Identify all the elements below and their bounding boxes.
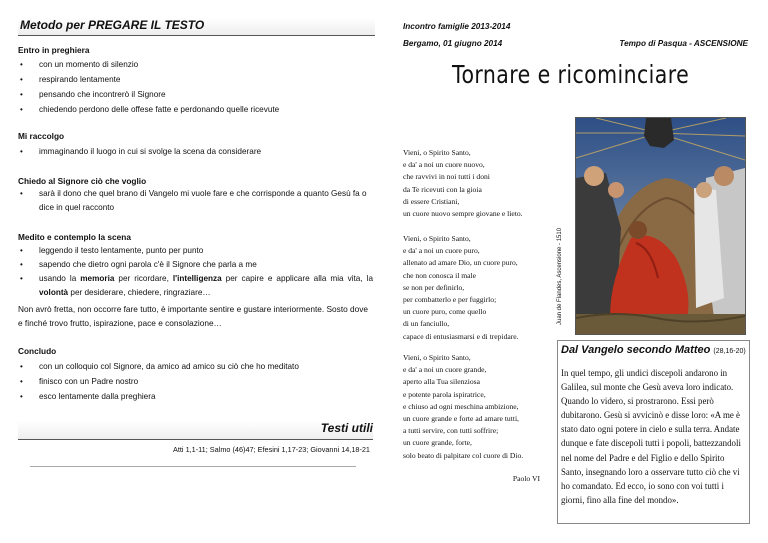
poem-line: Vieni, o Spirito Santo, (403, 234, 471, 243)
poem-line: se non per definirlo, (403, 282, 465, 292)
poem-stanza-2 (403, 233, 519, 343)
ascension-painting (575, 117, 746, 335)
poem-line: che non conosca il male (403, 270, 476, 280)
poem-line: solo beato di palpitare col cuore di Dio. (403, 450, 524, 460)
gospel-text: In quel tempo, gli undici discepoli andarono in Galilea, sul monte che Gesù aveva loro indicato. Quando lo videro, si prostrarono. Essi però dubitarono. Gesù si avvicinò e disse loro: «A me è stato dato ogni potere in cielo e sulla terra. Andate dunque e fate discepoli tutti i popoli, battezzandoli nel nome del Padre e del Figlio e dello Spirito Santo, insegnando loro a osservare tutto ciò che vi ho comandato. Ed ecco, io sono con voi tutti i giorni, fino alla fine del mondo». (561, 368, 741, 505)
poem-line: aperto alla Tua silenziosa (403, 377, 480, 387)
concludo-heading: Concludo (18, 346, 57, 356)
poem-line: un cuore grande e forte ad amare tutti, (403, 414, 519, 424)
intelligenza-word: l'intelligenza (172, 274, 222, 283)
list-item: • sapendo che dietro ogni parola c'è il Signore che parla a me (18, 258, 373, 272)
poem-line: Vieni, o Spirito Santo, (403, 148, 471, 157)
volonta-word: volontà (39, 288, 69, 297)
poem-line: allenato ad amare Dio, un cuore puro, (403, 258, 518, 268)
poem-line: e da' a noi un cuore grande, (403, 365, 487, 375)
poem-line: che ravvivi in noi tutti i doni (403, 172, 490, 182)
list-item: • finisco con un Padre nostro (18, 374, 299, 389)
list-item: • leggendo il testo lentamente, punto per punto (18, 244, 373, 258)
list-item: • chiedendo perdono delle offese fatte e perdonando quelle ricevute (18, 102, 279, 117)
page-title: Tornare e ricominciare (452, 60, 690, 89)
poem-stanza-1 (403, 147, 523, 220)
concludo-list (18, 359, 299, 404)
gospel-heading-text: Dal Vangelo secondo Matteo (561, 344, 711, 356)
painting-illustration (576, 118, 745, 334)
poem-line: e da' a noi un cuore nuovo, (403, 160, 485, 170)
gospel-ref: (28,16-20) (713, 348, 746, 355)
item-text: per capire e applicare alla mia vita, la (221, 274, 373, 283)
list-item: • con un colloquio col Signore, da amico ad amico su ciò che ho meditato (18, 359, 299, 374)
raccolgo-list (18, 144, 261, 159)
item-text: per desiderare, chiedere, ringraziare… (68, 288, 211, 297)
poem-author: Paolo VI (512, 474, 540, 483)
poem-line: e da' a noi un cuore puro, (403, 246, 480, 256)
poem-line: di un fanciullo, (403, 319, 450, 329)
entro-heading: Entro in preghiera (18, 45, 90, 55)
poem-line: un cuore nuovo sempre giovane e lieto. (403, 209, 523, 219)
poem-line: capace di entusiasmarsi e di trepidare. (403, 331, 519, 341)
poem-line: di essere Cristiani, (403, 196, 460, 206)
method-title: Metodo per PREGARE IL TESTO (18, 18, 375, 36)
list-item (18, 272, 373, 300)
poem-line: da Te ricevuti con la gioia (403, 184, 482, 194)
list-item: • con un momento di silenzio (18, 57, 279, 72)
medito-heading: Medito e contemplo la scena (18, 232, 131, 242)
poem-line: a tutti servire, con tutti soffrire; (403, 426, 499, 436)
chiedo-list (18, 187, 373, 215)
poem-line: e potente parola ispiratrice, (403, 389, 486, 399)
memoria-word: memoria (80, 274, 115, 283)
poem-line: e chiuso ad ogni meschina ambizione, (403, 401, 519, 411)
poem-line: Vieni, o Spirito Santo, (403, 353, 471, 362)
item-text: usando la (39, 274, 81, 283)
raccolgo-heading: Mi raccolgo (18, 131, 65, 141)
item-text: per ricordare, (114, 274, 173, 283)
list-item: • sarà il dono che quel brano di Vangelo mi vuole fare e che corrisponde a quanto Gesù fa o dice in quel racconto (18, 187, 373, 215)
poem-line: per combatterlo e per fuggirlo; (403, 295, 497, 305)
entro-list (18, 57, 279, 117)
list-item: • esco lentamente dalla preghiera (18, 389, 299, 404)
list-item: • respirando lentamente (18, 72, 279, 87)
event-label: Incontro famiglie 2013-2014 (403, 22, 511, 31)
divider (30, 466, 356, 467)
meditation-note: Non avrò fretta, non occorre fare tutto, è importante sentire e gustare interiormente. Sosto dove e finché trovo frutto, ispirazione, pace e consolazione… (18, 304, 369, 328)
image-caption (555, 125, 569, 325)
testi-refs: Atti 1,1-11; Salmo (46)47; Efesini 1,17-23; Giovanni 14,18-21 (173, 445, 370, 454)
list-item: • immaginando il luogo in cui si svolge la scena da considerare (18, 144, 261, 159)
date-label: Bergamo, 01 giugno 2014 (403, 39, 503, 48)
poem-stanza-3 (403, 352, 523, 462)
season-label: Tempo di Pasqua - ASCENSIONE (619, 39, 748, 48)
poem-line: un cuore grande, forte, (403, 438, 472, 448)
poem-line: un cuore puro, come quello (403, 307, 487, 317)
gospel-heading (561, 344, 746, 356)
chiedo-heading: Chiedo al Signore ciò che voglio (18, 176, 147, 186)
image-caption-text: Juan de Flandes, Ascensione - 1510 (557, 227, 563, 325)
medito-list (18, 244, 373, 300)
testi-title: Testi utili (18, 421, 373, 440)
list-item: • pensando che incontrerò il Signore (18, 87, 279, 102)
